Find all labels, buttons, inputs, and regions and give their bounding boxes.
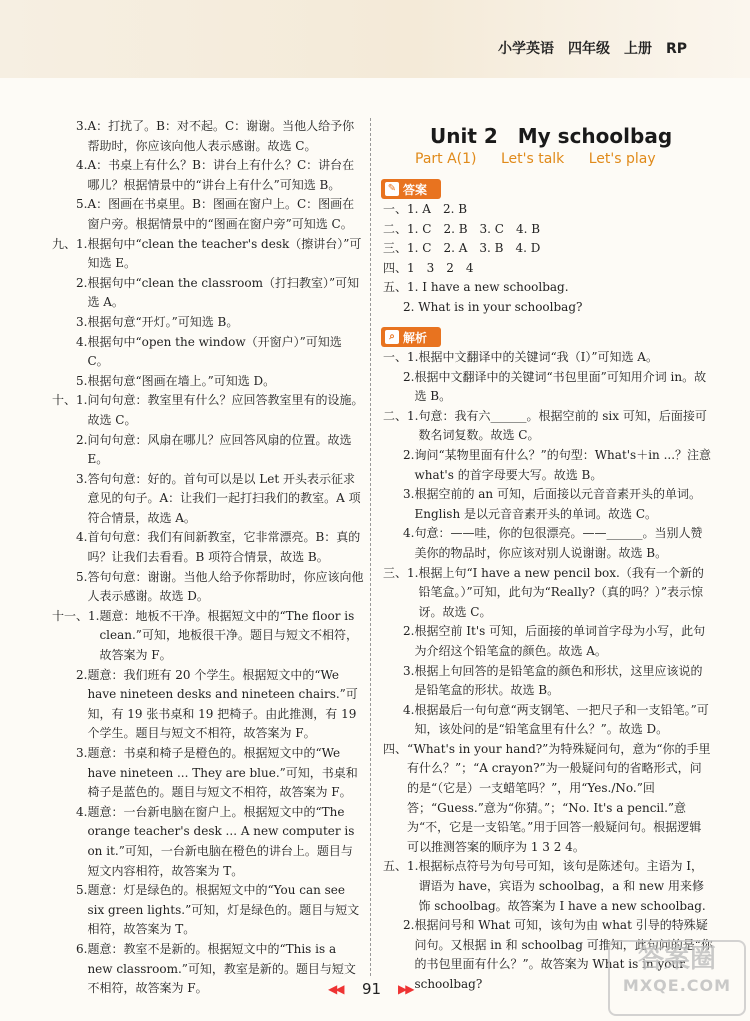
left-column <box>52 117 364 999</box>
explanation-item <box>383 740 713 858</box>
item-number: 5. <box>76 569 88 584</box>
book-header-label: 小学英语 四年级 上册 RP <box>498 41 688 57</box>
item-text: 根据句中“clean the classroom（打扫教室）”可知选 A。 <box>87 275 360 310</box>
explanation-item <box>52 156 364 195</box>
explanation-item <box>383 368 713 407</box>
explanation-item <box>52 235 364 274</box>
item-number: 2. <box>403 447 415 462</box>
item-text: 题意：我们班有 20 个学生。根据短文中的“We have nineteen desks and nineteen chairs.”可知，有 19 张书桌和 19 把椅子。由此推测，有 19 个学生。题目与短文不相符，故答案为 F。 <box>87 667 358 741</box>
item-number: 5. <box>76 373 88 388</box>
item-number: 5. <box>76 197 88 212</box>
item-number: 4. <box>76 530 88 545</box>
explanation-item <box>383 524 713 563</box>
magnifier-icon: ⌕ <box>385 330 399 344</box>
answer-text: 1. A 2. B <box>407 202 468 216</box>
item-number: 3. <box>403 663 415 678</box>
item-text: 根据问号和 What 可知，该句为由 what 引导的特殊疑问句。又根据 in 和 schoolbag 可推知，此句问的是“你的书包里面有什么？”。故答案为 What is in your schoolbag? <box>414 918 713 991</box>
item-text: 问句句意：教室里有什么？应回答教室里有的设施。故选 C。 <box>87 393 364 427</box>
item-text: 询问“某物里面有什么？”的句型：What's＋in ...？注意 what's 的首字母要大写。故选 B。 <box>414 447 712 482</box>
item-text: 答句句意：谢谢。当他人给予你帮助时，你应该向他人表示感谢。故选 D。 <box>87 569 364 604</box>
answer-row <box>383 239 713 259</box>
explanation-item <box>383 348 713 368</box>
talk-label: Let's talk <box>500 151 565 167</box>
item-text: 根据最后一句句意“两支钢笔、一把尺子和一支铅笔。”可知，该处问的是“铅笔盒里有什么？”。故选 D。 <box>414 702 709 737</box>
item-number: 2. <box>76 275 88 290</box>
right-column <box>383 348 713 995</box>
answer-text: 2. What is in your schoolbag? <box>403 299 583 314</box>
analysis-tag <box>381 327 441 347</box>
explanation-item <box>383 622 713 661</box>
explanation-item <box>52 607 364 666</box>
item-text: 根据句中“clean the teacher's desk（擦讲台）”可知选 E。 <box>87 236 362 271</box>
answer-section-number: 二、 <box>383 221 408 236</box>
answer-text: 1. C 2. A 3. B 4. D <box>407 241 541 256</box>
item-number: 3. <box>403 487 415 502</box>
explanation-item <box>52 470 364 529</box>
item-text: “What's in your hand?”为特殊疑问句，意为“你的手里有什么？”；“A crayon?”为一般疑问句的省略形式，问的是“（它是）一支蜡笔吗？”，用“Yes./No.”回答；“Guess.”意为“你猜。”；“No. It's a pencil.”意为“不，它是一支铅笔。”用于回答一般疑问句。根据逻辑可以推测答案的顺序为 1 3 2 4。 <box>407 741 711 854</box>
answer-list <box>383 200 713 318</box>
item-number: 4. <box>403 526 415 541</box>
watermark-url: MXQE.COM <box>622 976 732 995</box>
answer-text: 1 3 2 4 <box>407 260 474 275</box>
answer-section-number: 五、 <box>383 280 408 295</box>
item-number: 九、1. <box>52 236 88 251</box>
answer-section-number: 四、 <box>383 260 408 275</box>
item-text: 答句句意：好的。首句可以是以 Let 开头表示征求意见的句子。A：让我们一起打扫我们的教室。A 项符合情景，故选 A。 <box>87 471 361 525</box>
item-text: 句意：我有六______。根据空前的 six 可知，后面接可数名词复数。故选 C。 <box>418 408 707 443</box>
item-text: 根据句意“开灯。”可知选 B。 <box>87 314 239 329</box>
item-number: 2. <box>76 667 88 682</box>
answer-text: 1. I have a new schoolbag. <box>407 280 569 295</box>
item-text: 题意：灯是绿色的。根据短文中的“You can see six green lights.”可知，灯是绿色的。题目与短文相符，故答案为 T。 <box>87 883 360 937</box>
explanation-item <box>383 446 713 485</box>
item-number: 十、1. <box>52 393 88 408</box>
item-text: 根据空前 It's 可知，后面接的单词首字母为小写，此句为介绍这个铅笔盒的颜色。故选 A。 <box>414 624 706 658</box>
item-number: 2. <box>403 918 415 933</box>
item-number: 2. <box>403 369 415 384</box>
answer-text: 1. C 2. B 3. C 4. B <box>407 221 541 236</box>
item-text: A：书桌上有什么？B：讲台上有什么？C：讲台在哪儿？根据情景中的“讲台上有什么”可知选 B。 <box>87 158 355 192</box>
item-number: 3. <box>76 119 88 133</box>
item-text: 根据上句回答的是铅笔盒的颜色和形状，这里应该说的是铅笔盒的形状。故选 B。 <box>414 663 703 698</box>
item-number: 三、1. <box>383 565 419 580</box>
unit-title: Unit 2 My schoolbag <box>430 124 673 148</box>
item-number: 3. <box>76 471 88 486</box>
explanation-item <box>52 372 364 392</box>
item-number: 二、1. <box>383 408 419 423</box>
explanation-item <box>52 666 364 744</box>
play-label: Let's play <box>588 151 656 167</box>
explanation-item <box>52 803 364 881</box>
item-text: 根据中文翻译中的关键词“我（I）”可知选 A。 <box>418 350 658 364</box>
item-text: A：打扰了。B：对不起。C：谢谢。当他人给予你帮助时，你应该向他人表示感谢。故选 C。 <box>87 119 355 153</box>
answer-row <box>383 259 713 279</box>
item-number: 3. <box>76 746 88 760</box>
explanation-item <box>383 701 713 740</box>
item-text: 题意：书桌和椅子是橙色的。根据短文中的“We have nineteen ... They are blue.”可知，书桌和椅子是蓝色的。题目与短文不相符，故答案为 F。 <box>87 746 358 800</box>
answer-row <box>383 298 713 318</box>
item-text: 根据标点符号为句号可知，该句是陈述句。主语为 I，谓语为 have，宾语为 schoolbag，a 和 new 用来修饰 schoolbag。故答案为 I have a new schoolbag. <box>418 859 706 913</box>
answer-row <box>383 220 713 240</box>
item-number: 6. <box>76 941 88 956</box>
item-number: 四、 <box>383 741 408 756</box>
watermark-logo <box>608 940 746 1016</box>
answer-tag <box>381 179 441 199</box>
explanation-item <box>52 274 364 313</box>
item-number: 4. <box>76 334 88 349</box>
item-text: 首句句意：我们有间新教室，它非常漂亮。B：真的吗？让我们去看看。B 项符合情景，故选 B。 <box>87 530 361 565</box>
explanation-item <box>52 881 364 940</box>
explanation-item <box>52 528 364 567</box>
item-number: 5. <box>76 883 88 898</box>
item-text: 问句句意：风扇在哪儿？应回答风扇的位置。故选 E。 <box>87 432 352 467</box>
analysis-tag-label: 解析 <box>403 330 428 345</box>
item-text: 根据中文翻译中的关键词“书包里面”可知用介词 in。故选 B。 <box>414 369 707 404</box>
explanation-item <box>52 744 364 803</box>
part-title <box>415 151 676 167</box>
item-number: 4. <box>76 804 88 819</box>
item-number: 2. <box>76 432 88 447</box>
explanation-item <box>383 564 713 623</box>
item-text: 题意：一台新电脑在窗户上。根据短文中的“The orange teacher's desk ... A new computer is on it.”可知，一台新电脑在橙色的讲台上。题目与短文内容相符，故答案为 T。 <box>87 804 355 878</box>
explanation-item <box>383 485 713 524</box>
item-number: 一、1. <box>383 350 419 364</box>
explanation-item <box>52 568 364 607</box>
item-number: 4. <box>403 702 415 717</box>
part-label: Part A(1) <box>415 151 477 167</box>
item-text: 根据上句“I have a new pencil box.（我有一个新的铅笔盒。）”可知，此句为“Really?（真的吗？）”表示惊讶。故选 C。 <box>418 565 704 619</box>
item-number: 4. <box>76 158 88 173</box>
item-text: 题意：教室不是新的。根据短文中的“This is a new classroom.”可知，教室是新的。题目与短文不相符，故答案为 F。 <box>87 941 356 996</box>
explanation-item <box>52 391 364 430</box>
explanation-item <box>383 407 713 446</box>
explanation-item <box>383 857 713 916</box>
answer-row <box>383 200 713 220</box>
column-divider <box>370 118 371 976</box>
prev-arrows-icon: ◀◀ <box>328 982 343 996</box>
pencil-icon: ✎ <box>385 182 399 196</box>
item-text: 根据句意“图画在墙上。”可知选 D。 <box>87 373 276 388</box>
answer-section-number: 一、 <box>383 202 408 216</box>
page-number: 91 <box>362 980 382 998</box>
item-text: 句意：——哇，你的包很漂亮。——______。当别人赞美你的物品时，你应该对别人说谢谢。故选 B。 <box>414 526 703 560</box>
next-arrows-icon: ▶▶ <box>398 982 413 996</box>
item-text: A：图画在书桌里。B：图画在窗户上。C：图画在窗户旁。根据情景中的“图画在窗户旁”可知选 C。 <box>87 197 355 231</box>
explanation-item <box>52 333 364 372</box>
item-text: 根据句中“open the window（开窗户）”可知选 C。 <box>87 334 342 369</box>
item-number: 2. <box>403 624 415 639</box>
answer-section-number: 三、 <box>383 241 408 256</box>
explanation-item <box>52 117 364 156</box>
item-text: 根据空前的 an 可知，后面接以元音音素开头的单词。English 是以元音音素开头的单词。故选 C。 <box>414 487 701 521</box>
watermark-title: 答案圈 <box>637 944 716 974</box>
answer-tag-label: 答案 <box>403 182 428 197</box>
item-number: 五、1. <box>383 859 419 874</box>
explanation-item <box>52 195 364 234</box>
item-number: 十一、1. <box>52 608 100 623</box>
answer-row <box>383 278 713 298</box>
explanation-item <box>52 431 364 470</box>
explanation-item <box>52 313 364 333</box>
item-text: 题意：地板不干净。根据短文中的“The floor is clean.”可知，地板很干净。题目与短文不相符，故答案为 F。 <box>99 608 358 663</box>
item-number: 3. <box>76 314 88 329</box>
explanation-item <box>383 662 713 701</box>
